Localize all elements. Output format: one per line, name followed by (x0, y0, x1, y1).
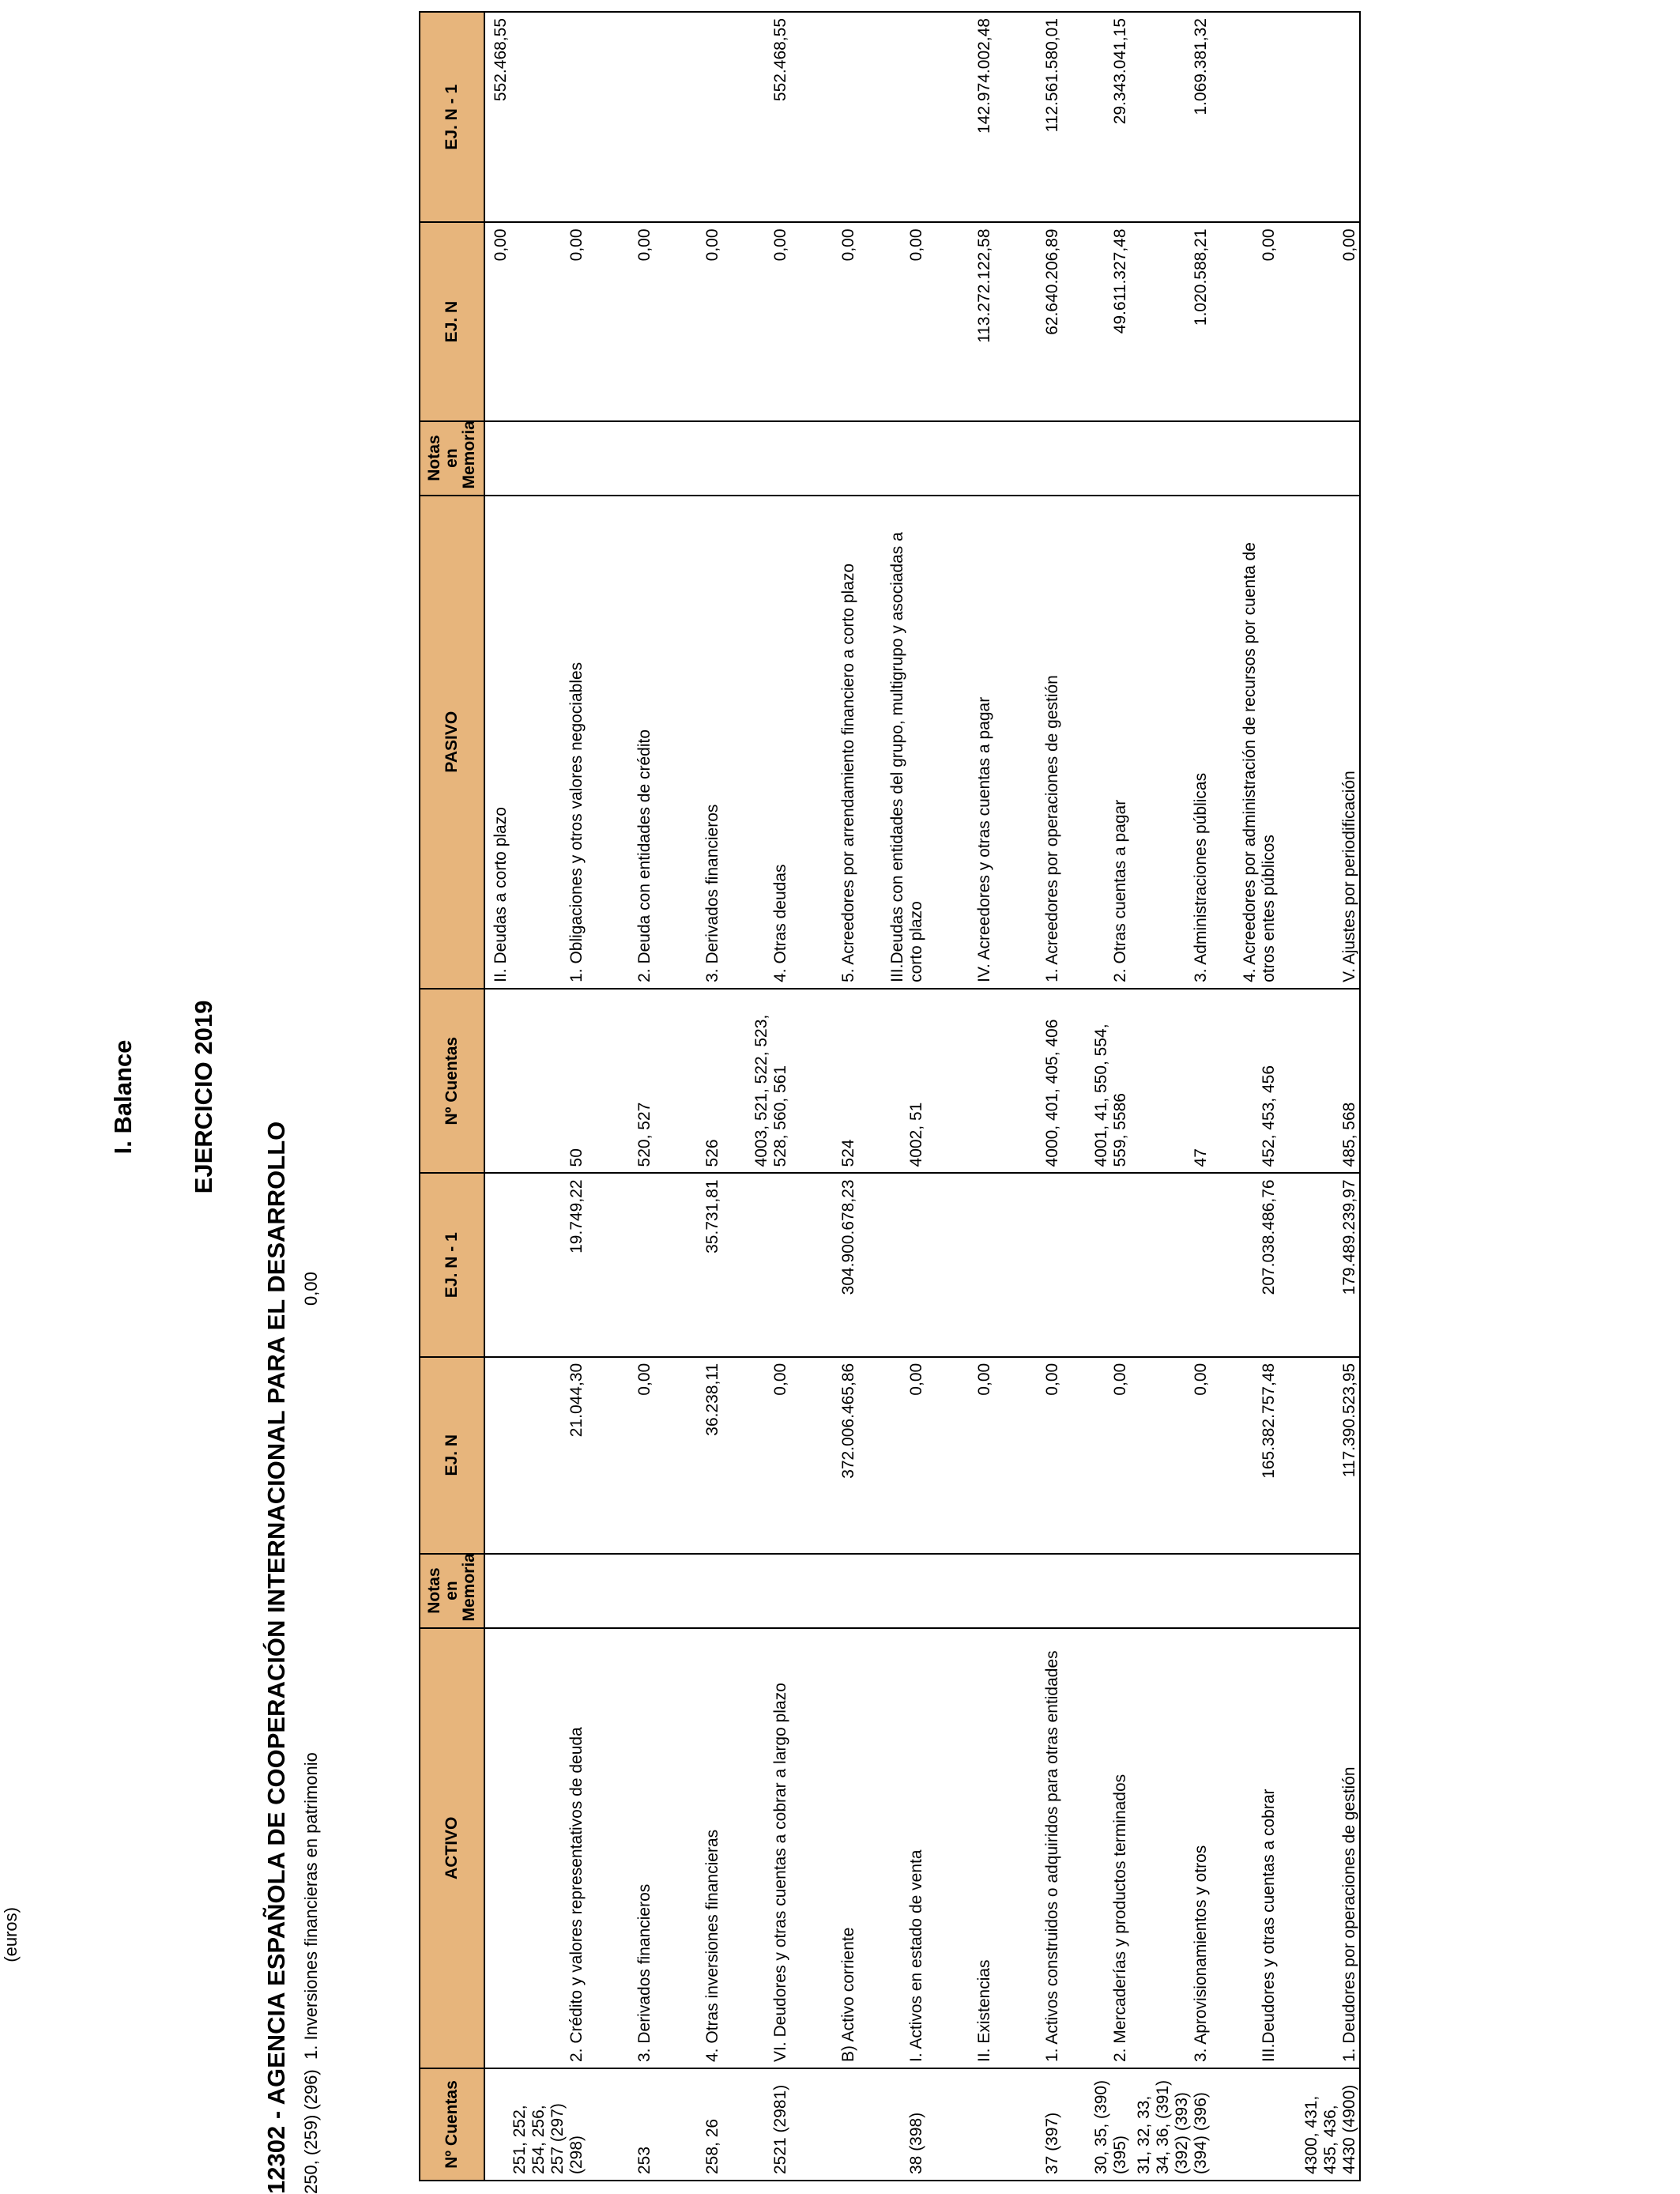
pasivo-accounts-cell (926, 989, 994, 1174)
pasivo-ej-n-cell: 0,00 (790, 222, 858, 420)
pasivo-notes-cell (1211, 421, 1279, 496)
pasivo-notes-cell (484, 421, 510, 496)
activo-notes-cell (1062, 1554, 1130, 1628)
pasivo-ej-n-cell: 0,00 (586, 222, 654, 420)
balance-table (419, 11, 1361, 2181)
activo-accounts-cell: 30, 35, (390) (395) (1062, 2068, 1130, 2181)
activo-concept-cell: 3. Derivados financieros (586, 1628, 654, 2068)
activo-ej-n-cell: 0,00 (858, 1357, 926, 1554)
table-row (1062, 12, 1130, 2181)
pasivo-notes-cell (1130, 421, 1211, 496)
pasivo-concept-cell: IV. Acreedores y otras cuentas a pagar (926, 496, 994, 989)
activo-accounts-cell: 31, 32, 33, 34, 36, (391) (392) (393) (394) (396) (1130, 2068, 1211, 2181)
activo-concept-cell: 4. Otras inversiones financieras (654, 1628, 722, 2068)
pasivo-concept-cell: 3. Administraciones públicas (1130, 496, 1211, 989)
activo-accounts-cell: 251, 252, 254, 256, 257 (297) (298) (510, 2068, 586, 2181)
activo-notes-cell (1211, 1554, 1279, 1628)
pasivo-ej-n1-cell: 552.468,55 (484, 12, 510, 222)
activo-ej-n1-cell (722, 1173, 790, 1356)
col-ej-n1-activo: EJ. N - 1 (420, 1173, 484, 1356)
activo-accounts-cell: 4300, 431, 435, 436, 4430 (4900) (1279, 2068, 1360, 2181)
document-title: I. Balance (109, 1039, 137, 1155)
activo-ej-n1-cell: 179.489.239,97 (1279, 1173, 1360, 1356)
activo-ej-n1-cell (858, 1173, 926, 1356)
pasivo-concept-cell: 2. Deuda con entidades de crédito (586, 496, 654, 989)
table-row (858, 12, 926, 2181)
pasivo-ej-n-cell: 0,00 (654, 222, 722, 420)
col-ej-n1-pasivo: EJ. N - 1 (420, 12, 484, 222)
activo-concept-cell: B) Activo corriente (790, 1628, 858, 2068)
pasivo-accounts-cell: 520, 527 (586, 989, 654, 1174)
activo-ej-n-cell: 21.044,30 (510, 1357, 586, 1554)
activo-ej-n-cell: 0,00 (1062, 1357, 1130, 1554)
pasivo-ej-n1-cell (1279, 12, 1360, 222)
activo-ej-n-cell: 0,00 (1130, 1357, 1211, 1554)
pasivo-accounts-cell: 4003, 521, 522, 523, 528, 560, 561 (722, 989, 790, 1174)
activo-concept-cell: 1. Deudores por operaciones de gestión (1279, 1628, 1360, 2068)
pasivo-accounts-cell: 47 (1130, 989, 1211, 1174)
pasivo-concept-cell: 1. Obligaciones y otros valores negociables (510, 496, 586, 989)
pasivo-notes-cell (1279, 421, 1360, 496)
activo-ej-n-cell: 0,00 (586, 1357, 654, 1554)
table-row (1211, 12, 1279, 2181)
table-row (1279, 12, 1360, 2181)
units-label: (euros) (1, 1907, 21, 1962)
activo-ej-n1-cell (926, 1173, 994, 1356)
activo-ej-n1-cell: 207.038.486,76 (1211, 1173, 1279, 1356)
activo-ej-n1-cell (586, 1173, 654, 1356)
activo-accounts-cell: 258, 26 (654, 2068, 722, 2181)
table-row (484, 12, 510, 2181)
col-accounts-activo: Nº Cuentas (420, 2068, 484, 2181)
activo-ej-n1-cell: 35.731,81 (654, 1173, 722, 1356)
pasivo-concept-cell: III.Deudas con entidades del grupo, multigrupo y asociadas a corto plazo (858, 496, 926, 989)
pasivo-ej-n1-cell (510, 12, 586, 222)
activo-accounts-cell (1211, 2068, 1279, 2181)
table-row (654, 12, 722, 2181)
pasivo-concept-cell: 3. Derivados financieros (654, 496, 722, 989)
pasivo-accounts-cell: 4002, 51 (858, 989, 926, 1174)
activo-concept-cell: 2. Mercaderías y productos terminados (1062, 1628, 1130, 2068)
pasivo-notes-cell (654, 421, 722, 496)
table-row (790, 12, 858, 2181)
pasivo-notes-cell (858, 421, 926, 496)
table-header-row (420, 12, 484, 2181)
pasivo-ej-n1-cell (858, 12, 926, 222)
pasivo-ej-n1-cell: 1.069.381,32 (1130, 12, 1211, 222)
pasivo-notes-cell (790, 421, 858, 496)
pasivo-ej-n1-cell: 552.468,55 (722, 12, 790, 222)
pasivo-concept-cell: 5. Acreedores por arrendamiento financiero a corto plazo (790, 496, 858, 989)
activo-notes-cell (510, 1554, 586, 1628)
col-ej-n-pasivo: EJ. N (420, 222, 484, 420)
activo-notes-cell (790, 1554, 858, 1628)
activo-ej-n1-cell (1062, 1173, 1130, 1356)
activo-ej-n-cell: 117.390.523,95 (1279, 1357, 1360, 1554)
table-row (510, 12, 586, 2181)
activo-concept-cell: III.Deudores y otras cuentas a cobrar (1211, 1628, 1279, 2068)
pasivo-accounts-cell: 50 (510, 989, 586, 1174)
pasivo-ej-n-cell: 49.611.327,48 (1062, 222, 1130, 420)
activo-ej-n1-cell (1130, 1173, 1211, 1356)
activo-ej-n-cell: 165.382.757,48 (1211, 1357, 1279, 1554)
table-row (994, 12, 1062, 2181)
pasivo-ej-n1-cell (1211, 12, 1279, 222)
table-row (722, 12, 790, 2181)
pasivo-concept-cell: V. Ajustes por periodificación (1279, 496, 1360, 989)
activo-concept-cell: 2. Crédito y valores representativos de deuda (510, 1628, 586, 2068)
col-pasivo: PASIVO (420, 496, 484, 989)
pasivo-notes-cell (510, 421, 586, 496)
col-activo: ACTIVO (420, 1628, 484, 2068)
pasivo-ej-n1-cell (586, 12, 654, 222)
activo-ej-n1-cell (484, 1173, 510, 1356)
entity-name: 12302 - AGENCIA ESPAÑOLA DE COOPERACIÓN INTERNACIONAL PARA EL DESARROLLO (262, 1121, 290, 2194)
activo-notes-cell (858, 1554, 926, 1628)
col-notes-pasivo: Notas en Memoria (420, 421, 484, 496)
activo-notes-cell (586, 1554, 654, 1628)
activo-ej-n-cell: 36.238,11 (654, 1357, 722, 1554)
pasivo-ej-n1-cell (654, 12, 722, 222)
activo-accounts-cell: 2521 (2981) (722, 2068, 790, 2181)
activo-concept-cell: 1. Activos construidos o adquiridos para otras entidades (994, 1628, 1062, 2068)
activo-ej-n-cell: 0,00 (994, 1357, 1062, 1554)
activo-concept-cell: 3. Aprovisionamientos y otros (1130, 1628, 1211, 2068)
table-row (926, 12, 994, 2181)
pasivo-accounts-cell (484, 989, 510, 1174)
pasivo-ej-n-cell: 0,00 (1211, 222, 1279, 420)
activo-notes-cell (994, 1554, 1062, 1628)
activo-concept-cell: VI. Deudores y otras cuentas a cobrar a largo plazo (722, 1628, 790, 2068)
pasivo-ej-n-cell: 0,00 (858, 222, 926, 420)
activo-notes-cell (1279, 1554, 1360, 1628)
activo-notes-cell (1130, 1554, 1211, 1628)
table-row (1130, 12, 1211, 2181)
pasivo-accounts-cell: 526 (654, 989, 722, 1174)
col-accounts-pasivo: Nº Cuentas (420, 989, 484, 1174)
pasivo-notes-cell (994, 421, 1062, 496)
activo-accounts-cell: 253 (586, 2068, 654, 2181)
activo-notes-cell (654, 1554, 722, 1628)
pasivo-ej-n-cell: 0,00 (722, 222, 790, 420)
activo-ej-n1-cell (994, 1173, 1062, 1356)
pasivo-concept-cell: 1. Acreedores por operaciones de gestión (994, 496, 1062, 989)
pasivo-accounts-cell: 452, 453, 456 (1211, 989, 1279, 1174)
activo-concept-cell (484, 1628, 510, 2068)
pasivo-notes-cell (926, 421, 994, 496)
activo-accounts-cell: 38 (398) (858, 2068, 926, 2181)
activo-notes-cell (926, 1554, 994, 1628)
carry-over-ej-n: 0,00 (301, 1272, 321, 1306)
pasivo-notes-cell (586, 421, 654, 496)
activo-ej-n1-cell: 304.900.678,23 (790, 1173, 858, 1356)
activo-accounts-cell (790, 2068, 858, 2181)
pasivo-ej-n1-cell: 112.561.580,01 (994, 12, 1062, 222)
activo-ej-n-cell: 0,00 (722, 1357, 790, 1554)
activo-accounts-cell: 37 (397) (994, 2068, 1062, 2181)
activo-accounts-cell (484, 2068, 510, 2181)
carry-over-concept: 1. Inversiones financieras en patrimonio (301, 1752, 321, 2060)
pasivo-accounts-cell: 524 (790, 989, 858, 1174)
activo-notes-cell (484, 1554, 510, 1628)
col-notes-activo: Notas en Memoria (420, 1554, 484, 1628)
pasivo-accounts-cell: 4000, 401, 405, 406 (994, 989, 1062, 1174)
pasivo-concept-cell: II. Deudas a corto plazo (484, 496, 510, 989)
col-ej-n-activo: EJ. N (420, 1357, 484, 1554)
pasivo-ej-n-cell: 113.272.122,58 (926, 222, 994, 420)
table-row (586, 12, 654, 2181)
pasivo-ej-n-cell: 0,00 (510, 222, 586, 420)
pasivo-concept-cell: 2. Otras cuentas a pagar (1062, 496, 1130, 989)
pasivo-ej-n-cell: 1.020.588,21 (1130, 222, 1211, 420)
activo-concept-cell: II. Existencias (926, 1628, 994, 2068)
pasivo-ej-n-cell: 0,00 (1279, 222, 1360, 420)
pasivo-ej-n1-cell: 142.974.002,48 (926, 12, 994, 222)
activo-accounts-cell (926, 2068, 994, 2181)
activo-notes-cell (722, 1554, 790, 1628)
pasivo-notes-cell (1062, 421, 1130, 496)
carry-over-row (301, 0, 325, 2194)
fiscal-year-title: EJERCICIO 2019 (190, 1000, 217, 1194)
activo-ej-n-cell: 372.006.465,86 (790, 1357, 858, 1554)
pasivo-concept-cell: 4. Acreedores por administración de recursos por cuenta de otros entes públicos (1211, 496, 1279, 989)
pasivo-ej-n-cell: 0,00 (484, 222, 510, 420)
pasivo-ej-n1-cell (790, 12, 858, 222)
activo-ej-n1-cell: 19.749,22 (510, 1173, 586, 1356)
pasivo-ej-n1-cell: 29.343.041,15 (1062, 12, 1130, 222)
carry-over-accounts: 250, (259) (296) (301, 2069, 321, 2194)
pasivo-accounts-cell: 485, 568 (1279, 989, 1360, 1174)
activo-ej-n-cell (484, 1357, 510, 1554)
pasivo-ej-n-cell: 62.640.206,89 (994, 222, 1062, 420)
pasivo-notes-cell (722, 421, 790, 496)
activo-ej-n-cell: 0,00 (926, 1357, 994, 1554)
pasivo-accounts-cell: 4001, 41, 550, 554, 559, 5586 (1062, 989, 1130, 1174)
activo-concept-cell: I. Activos en estado de venta (858, 1628, 926, 2068)
pasivo-concept-cell: 4. Otras deudas (722, 496, 790, 989)
